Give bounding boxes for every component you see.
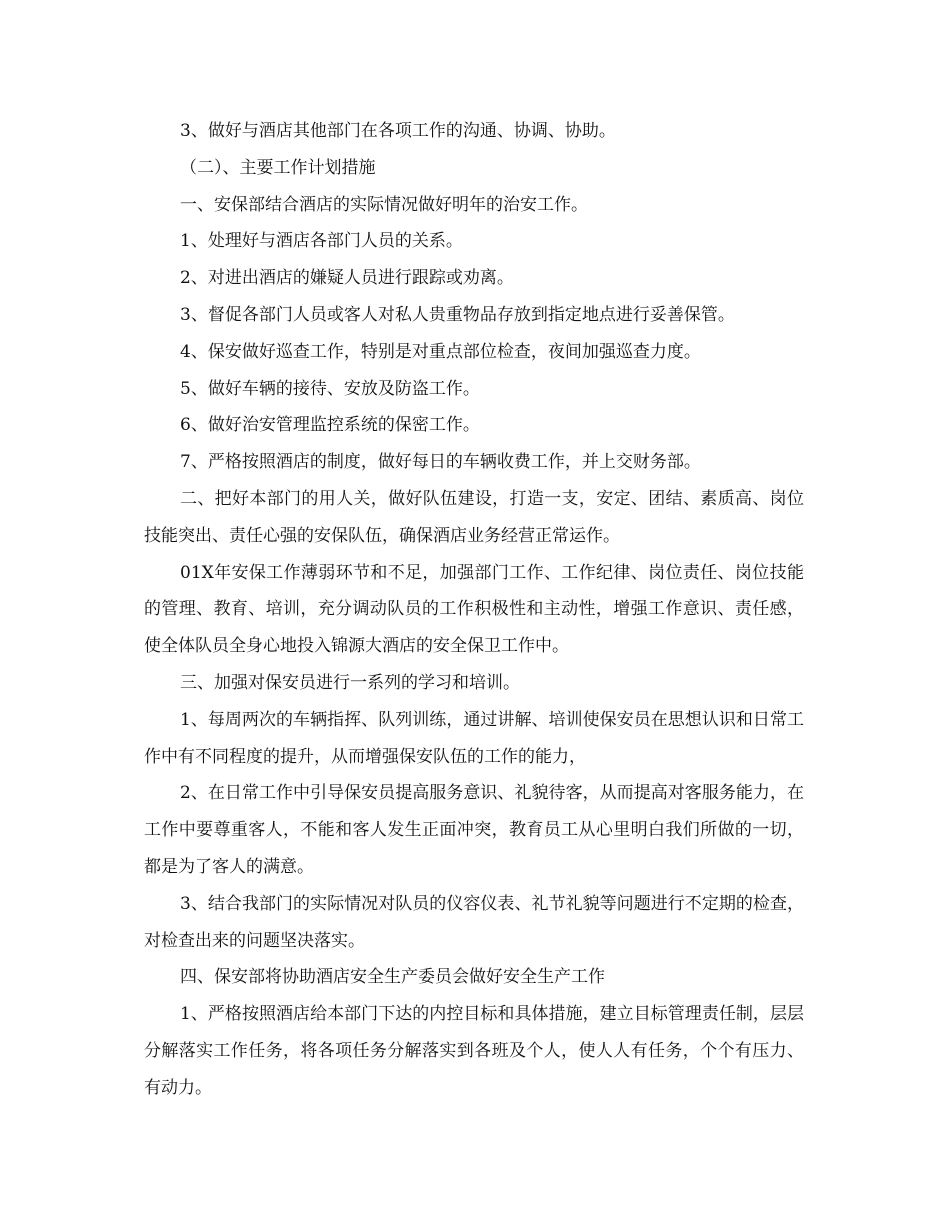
section-heading: 四、保安部将协助酒店安全生产委员会做好安全生产工作 xyxy=(180,967,605,988)
list-item: 1、处理好与酒店各部门人员的关系。 xyxy=(180,231,463,252)
section-heading: 二、把好本部门的用人关，做好队伍建设，打造一支，安定、团结、素质高、岗位技能突出、责任心强的安保队伍，确保酒店业务经营正常运作。 xyxy=(144,488,804,546)
section-heading: 一、安保部结合酒店的实际情况做好明年的治安工作。 xyxy=(180,194,588,215)
list-item: 4、保安做好巡查工作，特别是对重点部位检查，夜间加强巡查力度。 xyxy=(180,341,701,362)
list-item: 7、严格按照酒店的制度，做好每日的车辆收费工作，并上交财务部。 xyxy=(180,452,701,473)
list-item: 6、做好治安管理监控系统的保密工作。 xyxy=(180,415,480,436)
list-item: 3、结合我部门的实际情况对队员的仪容仪表、礼节礼貌等问题进行不定期的检查，对检查出来的问题坚决落实。 xyxy=(144,893,804,951)
document-body xyxy=(144,113,804,1107)
section-heading: （二）、主要工作计划措施 xyxy=(180,157,376,178)
paragraph: 3、做好与酒店其他部门在各项工作的沟通、协调、协助。 xyxy=(180,121,616,141)
list-item: 1、严格按照酒店给本部门下达的内控目标和具体措施，建立目标管理责任制，层层分解落实工作任务，将各项任务分解落实到各班及个人，使人人有任务，个个有压力、有动力。 xyxy=(144,1004,804,1098)
section-heading: 三、加强对保安员进行一系列的学习和培训。 xyxy=(180,672,520,693)
list-item: 1、每周两次的车辆指挥、队列训练，通过讲解、培训使保安员在思想认识和日常工作中有不同程度的提升，从而增强保安队伍的工作的能力， xyxy=(144,709,804,767)
list-item: 2、在日常工作中引导保安员提高服务意识、礼貌待客，从而提高对客服务能力，在工作中要尊重客人，不能和客人发生正面冲突，教育员工从心里明白我们所做的一切，都是为了客人的满意。 xyxy=(144,783,804,877)
list-item: 5、做好车辆的接待、安放及防盗工作。 xyxy=(180,378,480,399)
paragraph: 01X年安保工作薄弱环节和不足，加强部门工作、工作纪律、岗位责任、岗位技能的管理、教育、培训，充分调动队员的工作积极性和主动性，增强工作意识、责任感，使全体队员全身心地投入锦源大酒店的安全保卫工作中。 xyxy=(144,562,804,657)
list-item: 3、督促各部门人员或客人对私人贵重物品存放到指定地点进行妥善保管。 xyxy=(180,304,735,325)
list-item: 2、对进出酒店的嫌疑人员进行跟踪或劝离。 xyxy=(180,268,514,289)
